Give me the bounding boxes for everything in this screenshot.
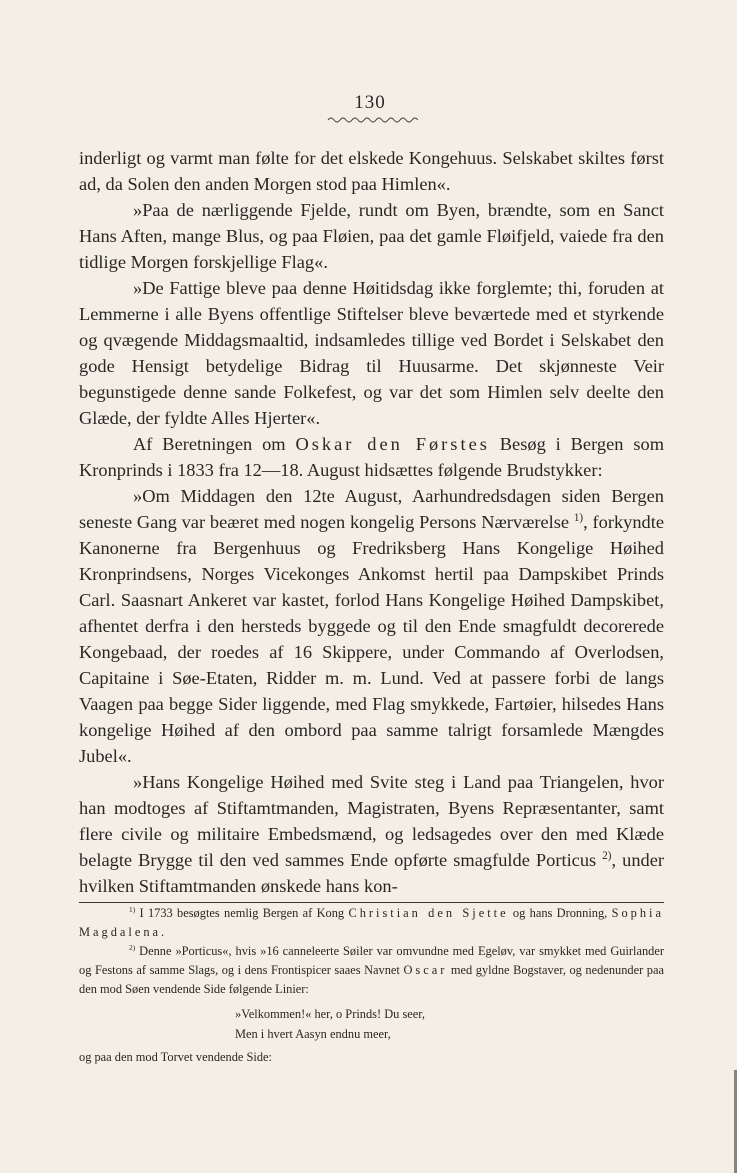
wavy-rule-ornament (326, 115, 418, 125)
paragraph-landing: »Hans Kongelige Høihed med Svite steg i Land paa Triangelen, hvor han modtoges af Stiftamtmanden, Magistraten, Byens Repræsentanter, samt flere civile og militaire Embedsmænd, og ledsagedes over den med Klæde belagte Brygge til den ved sammes Ende opførte smagfulde Porticus $^{2)}$, under hvilken Stiftamtmanden ønskede hans kon- (79, 772, 664, 896)
footnotes (79, 904, 664, 1067)
spaced-name: Oskar den Førstes (295, 434, 490, 454)
footnote-marker-2: 2) (602, 849, 612, 862)
paragraph-report-intro: Af Beretningen om Oskar den Førstes Besøg i Bergen som Kronprinds i 1833 fra 12—18. August hidsættes følgende Brudstykker: (79, 434, 664, 480)
page-number: 130 (354, 92, 386, 113)
poem-line: Men i hvert Aasyn endnu meer, (235, 1027, 391, 1041)
poem-verse (235, 1004, 664, 1044)
poem-line: »Velkommen!« her, o Prinds! Du seer, (235, 1007, 425, 1021)
footnote-marker-1: 1) (573, 511, 584, 524)
footnote-2: $^{2)}$ Denne »Porticus«, hvis »16 canneleerte Søiler var omvundne med Egeløv, var smykket med Guirlander og Festons af samme Slags, og i dens Frontispicer saaes Navnet Oscar med gyldne Bogstaver, og nedenunder paa den mod Søen vendende Side følgende Linier: (79, 942, 664, 996)
footnote-2-continuation: og paa den mod Torvet vendende Side: (79, 1050, 272, 1064)
paragraph-continuation: inderligt og varmt man følte for det elskede Kongehuus. Selskabet skiltes først ad, da Solen den anden Morgen stod paa Himlen«. (79, 148, 664, 194)
footnote-1: $^{1)}$ I 1733 besøgtes nemlig Bergen af Kong Christian den Sjette og hans Dronning, Sophia Magdalena. (79, 904, 664, 939)
paragraph-arrival: »Om Middagen den 12te August, Aarhundredsdagen siden Bergen seneste Gang var beæret med nogen kongelig Persons Nærværelse $^{1)}$, forkyndte Kanonerne fra Bergenhuus og Fredriksberg Hans Kongelige Høihed Kronprindsens, Norges Vicekonges Ankomst hertil paa Dampskibet Prinds Carl. Saasnart Ankeret var kastet, forlod Hans Kongelige Høihed Dampskibet, afhentet derfra i den hersteds byggede og til den Ende smagfuldt decorerede Kongebaad, der roedes af 16 Skippere, under Commando af Overlodsen, Capitaine i Søe-Etaten, Ridder m. m. Lund. Ved at passere forbi de langs Vaagen paa begge Sider liggende, med Flag smykkede, Fartøier, hilsedes Hans kongelige Høihed af den ombord paa samme talrigt forsamlede Mængdes Jubel«. (79, 486, 664, 766)
main-text (79, 145, 664, 899)
paragraph-poor: »De Fattige bleve paa denne Høitidsdag ikke forglemte; thi, foruden at Lemmerne i alle Byens offentlige Stiftelser bleve beværtede med et styrkende og qvægende Middagsmaaltid, indsamledes tillige ved Bordet i Selskabet den gode Hensigt betydelige Bidrag til Huusarme. Det skjønneste Veir begunstigede denne sande Folkefest, og var det som Himlen selv deelte den Glæde, der fyldte Alles Hjerter«. (79, 278, 664, 428)
footnote-rule (79, 902, 664, 903)
paragraph-fires: »Paa de nærliggende Fjelde, rundt om Byen, brændte, som en Sanct Hans Aften, mange Blus, og paa Fløien, paa det gamle Fløifjeld, vaiede fra den tidlige Morgen forskjellige Flag«. (79, 200, 664, 272)
